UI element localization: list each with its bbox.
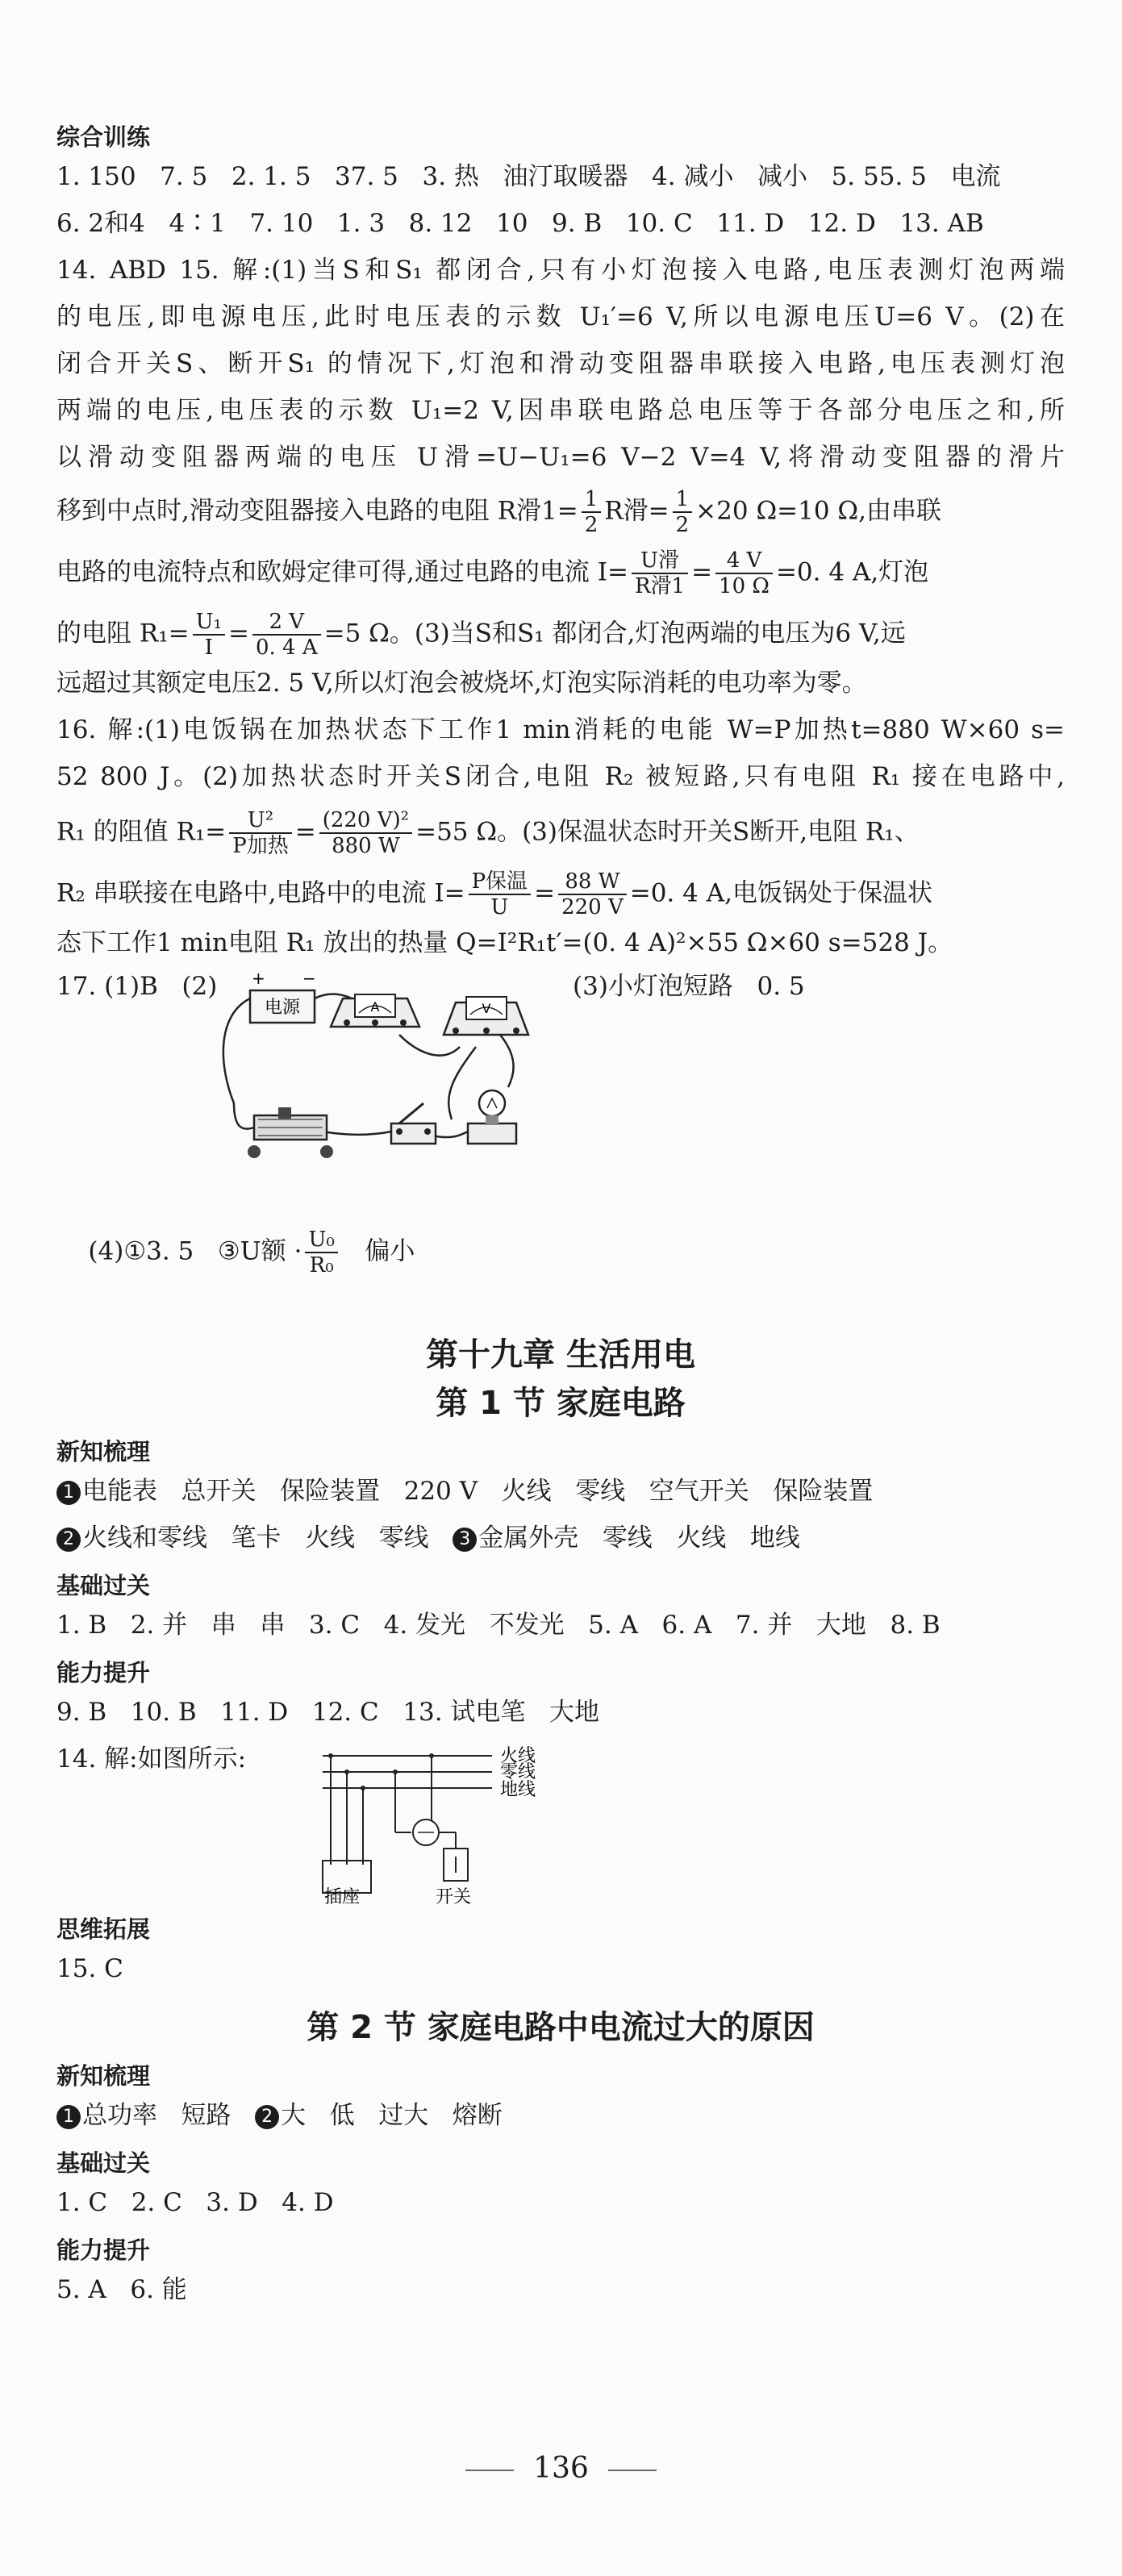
q17-part4: (4)①3. 5 ③U额 · $\frac{\text{U₀}}{\text{R₀}}$ 偏小 bbox=[88, 1228, 415, 1278]
subheading-new: 新知梳理 bbox=[56, 1438, 151, 1465]
number-badge: 1 bbox=[56, 1481, 81, 1505]
subheading-think: 思维拓展 bbox=[56, 1915, 151, 1943]
answer-line: 15. C bbox=[56, 1954, 123, 1983]
bulb-icon bbox=[468, 1090, 516, 1144]
fraction: $\frac{88 W}{220 V}$ bbox=[558, 869, 627, 919]
fraction: $\frac{\text{P保温}}{U}$ bbox=[469, 869, 532, 919]
q16-line-fraction: R₁ 的阻值 R₁= $\frac{\text{U²}}{\text{P加热}}$ = $\frac{\text{(220 V)²}}{880 W}$ =55 Ω。(3)保温状态时开关S断开,电阻 R₁、 bbox=[56, 808, 920, 858]
number-badge: 2 bbox=[56, 1528, 81, 1552]
answer-line: 1. 150 7. 5 2. 1. 5 37. 5 3. 热 油汀取暖器 4. 减小 减小 5. 55. 5 电流 bbox=[56, 162, 1001, 191]
svg-text:V: V bbox=[482, 1001, 491, 1016]
q15-line-fraction: 的电阻 R₁= $\frac{\text{U₁}}{I}$ = $\frac{2 V}{0. 4 A}$ =5 Ω。(3)当S和S₁ 都闭合,灯泡两端的电压为6 V,远 bbox=[56, 610, 906, 660]
answer-line: 2 火线和零线 笔卡 火线 零线 3 金属外壳 零线 火线 地线 bbox=[56, 1515, 1065, 1561]
switch-icon bbox=[391, 1103, 436, 1144]
plus-label: + bbox=[252, 969, 265, 988]
q15-line-fraction: 移到中点时,滑动变阻器接入电路的电阻 R滑1= $\frac{1}{2}$ R滑= $\frac{1}{2}$ ×20 Ω=10 Ω,由串联 bbox=[56, 487, 941, 537]
fraction: $\frac{1}{2}$ bbox=[582, 487, 602, 537]
fraction: $\frac{1}{2}$ bbox=[673, 487, 693, 537]
subheading-basic: 基础过关 bbox=[56, 1572, 151, 1599]
number-badge: 1 bbox=[56, 2105, 81, 2129]
socket-label: 插座 bbox=[324, 1887, 361, 1905]
ground-wire-label: 地线 bbox=[500, 1780, 536, 1800]
household-circuit-figure bbox=[266, 1744, 605, 1905]
q16-line: 52 800 J。(2)加热状态时开关S闭合,电阻 R₂ 被短路,只有电阻 R₁ 接在电路中, bbox=[56, 762, 1065, 791]
live-wire-label: 火线 bbox=[500, 1746, 536, 1766]
answer-line: 1. B 2. 并 串 串 3. C 4. 发光 不发光 5. A 6. A 7. 并 大地 8. B bbox=[56, 1611, 941, 1640]
section-title-1: 第 1 节 家庭电路 bbox=[436, 1385, 686, 1422]
switch-label: 开关 bbox=[436, 1887, 472, 1905]
chapter-title: 第十九章 生活用电 bbox=[426, 1336, 695, 1373]
svg-text:A: A bbox=[370, 999, 380, 1015]
experiment-circuit-figure bbox=[210, 966, 581, 1176]
fraction: $\frac{\text{U₀}}{\text{R₀}}$ bbox=[305, 1228, 337, 1278]
page-number: 136 bbox=[0, 2452, 1122, 2485]
voltmeter-icon bbox=[444, 997, 528, 1035]
subheading-ability: 能力提升 bbox=[56, 1659, 151, 1686]
fraction: $\frac{\text{(220 V)²}}{880 W}$ bbox=[319, 808, 412, 858]
answer-line: 9. B 10. B 11. D 12. C 13. 试电笔 大地 bbox=[56, 1698, 599, 1727]
q15-line: 闭合开关S、断开S₁ 的情况下,灯泡和滑动变阻器串联接入电路,电压表测灯泡 bbox=[56, 349, 1065, 378]
rheostat-icon bbox=[248, 1107, 333, 1158]
q15-line: 以滑动变阻器两端的电压 U滑=U−U₁=6 V−2 V=4 V,将滑动变阻器的滑片 bbox=[56, 443, 1065, 472]
q17-answer: (3)小灯泡短路 0. 5 bbox=[573, 972, 805, 1001]
q17-block bbox=[56, 966, 1065, 1184]
q16-line-fraction: R₂ 串联接在电路中,电路中的电流 I= $\frac{\text{P保温}}{U}$ = $\frac{88 W}{220 V}$ =0. 4 A,电饭锅处于保温状 bbox=[56, 869, 932, 919]
number-badge: 2 bbox=[255, 2105, 279, 2129]
section-title-2: 第 2 节 家庭电路中电流过大的原因 bbox=[307, 2009, 815, 2046]
q16-line: 态下工作1 min电阻 R₁ 放出的热量 Q=I²R₁t′=(0. 4 A)²×55 Ω×60 s=528 J。 bbox=[56, 928, 953, 957]
q17-answer: 17. (1)B (2) bbox=[56, 972, 218, 1001]
fraction: $\frac{2 V}{0. 4 A}$ bbox=[252, 610, 321, 660]
fraction: $\frac{\text{U²}}{\text{P加热}}$ bbox=[229, 808, 292, 858]
q15-line: 两端的电压,电压表的示数 U₁=2 V,因串联电路总电压等于各部分电压之和,所 bbox=[56, 396, 1065, 425]
subheading-ability: 能力提升 bbox=[56, 2236, 151, 2264]
answer-line: 1. C 2. C 3. D 4. D bbox=[56, 2188, 334, 2217]
q15-line: 的电压,即电源电压,此时电压表的示数 U₁′=6 V,所以电源电压U=6 V。(2)在 bbox=[56, 302, 1065, 331]
q15-line-fraction: 电路的电流特点和欧姆定律可得,通过电路的电流 I= $\frac{\text{U滑}}{\text{R滑1}}$ = $\frac{4 V}{10 \Omega}$ =0. 4 A,灯泡 bbox=[56, 548, 929, 598]
section-heading-comprehensive: 综合训练 bbox=[56, 123, 151, 151]
fraction: $\frac{\text{U₁}}{I}$ bbox=[193, 610, 225, 660]
q14-answer: 14. 解:如图所示: bbox=[56, 1744, 247, 1774]
power-label: 电源 bbox=[264, 998, 301, 1018]
q14-block bbox=[56, 1736, 1065, 1905]
answer-page bbox=[56, 113, 1065, 2313]
answer-line: 1 总功率 短路 2 大 低 过大 熔断 bbox=[56, 2092, 1065, 2139]
answer-line: 1 电能表 总开关 保险装置 220 V 火线 零线 空气开关 保险装置 bbox=[56, 1468, 1065, 1515]
subheading-basic: 基础过关 bbox=[56, 2149, 151, 2177]
subheading-new: 新知梳理 bbox=[56, 2062, 151, 2090]
fraction: $\frac{4 V}{10 \Omega}$ bbox=[715, 548, 773, 598]
answer-line: 5. A 6. 能 bbox=[56, 2275, 187, 2304]
ammeter-icon bbox=[331, 994, 419, 1027]
neutral-wire-label: 零线 bbox=[500, 1762, 536, 1782]
minus-label: − bbox=[302, 969, 316, 988]
q16-line: 16. 解:(1)电饭锅在加热状态下工作1 min消耗的电能 W=P加热t=880 W×60 s= bbox=[56, 715, 1065, 744]
answer-line: 6. 2和4 4∶1 7. 10 1. 3 8. 12 10 9. B 10. C 11. D 12. D 13. AB bbox=[56, 209, 984, 238]
fraction: $\frac{\text{U滑}}{\text{R滑1}}$ bbox=[632, 548, 688, 598]
number-badge: 3 bbox=[453, 1528, 477, 1552]
q15-line: 远超过其额定电压2. 5 V,所以灯泡会被烧坏,灯泡实际消耗的电功率为零。 bbox=[56, 669, 867, 698]
q15-line: 14. ABD 15. 解:(1)当S和S₁ 都闭合,只有小灯泡接入电路,电压表测灯泡两端 bbox=[56, 256, 1065, 285]
